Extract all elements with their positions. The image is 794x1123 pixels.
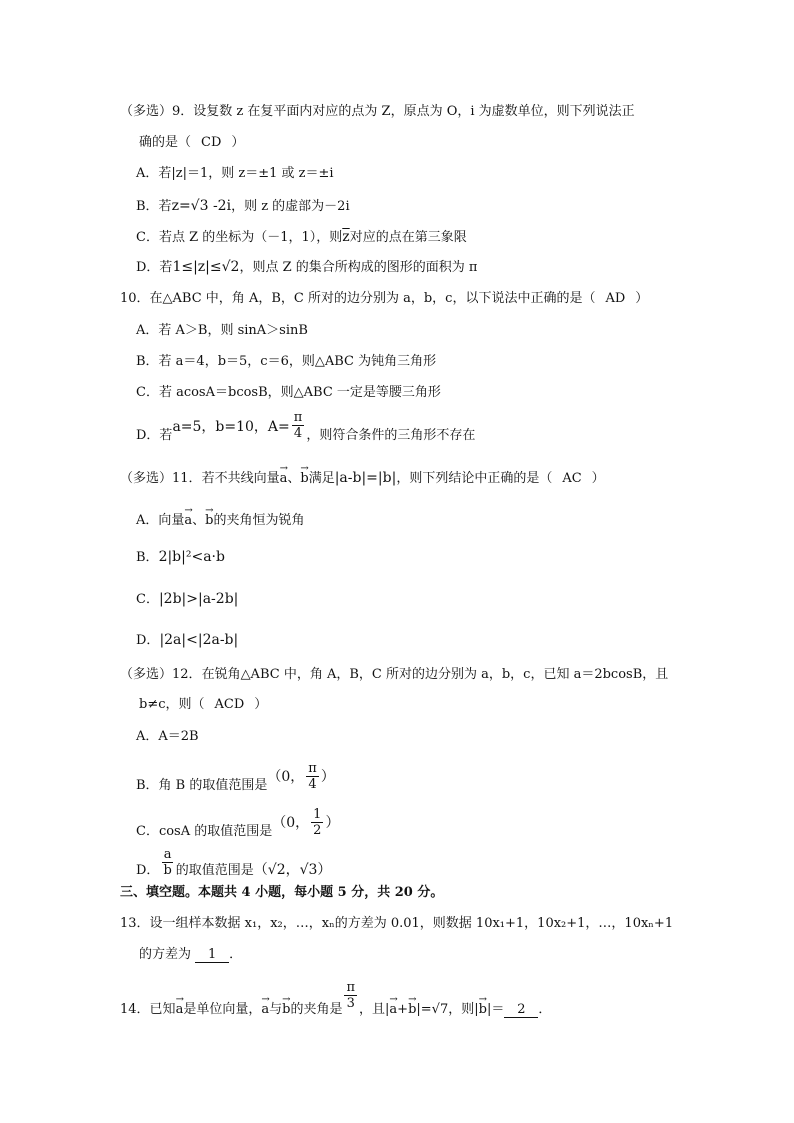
q11-option-a-post: 的夹角恒为锐角 xyxy=(213,513,305,528)
q12-option-c-frac xyxy=(311,807,323,838)
q10-stem xyxy=(120,290,648,308)
q14-answer-blank: 2 xyxy=(504,1003,538,1018)
q14-vector-a: → a xyxy=(176,997,184,1017)
q13-number: 13． xyxy=(120,916,150,931)
q14-vector-a-3: → a xyxy=(389,997,397,1017)
q11-option-a-vec-a: → a xyxy=(184,508,192,528)
q14-pre: 已知 xyxy=(149,1002,176,1017)
q9-stem xyxy=(120,103,635,121)
q10-close: ） xyxy=(635,291,649,306)
q11-option-a-sep: 、 xyxy=(192,513,206,528)
q14-frac-num: π xyxy=(346,980,356,995)
q11-stem-mid: 满足 xyxy=(308,471,335,486)
q10-frac-den: 4 xyxy=(293,426,303,441)
q9-option-c xyxy=(136,228,467,247)
q11-option-d xyxy=(136,631,238,650)
q12-answer: ACD xyxy=(214,697,245,712)
q14-frac xyxy=(344,980,357,1011)
q10-number: 10． xyxy=(120,291,150,306)
q11-sep: 、 xyxy=(287,471,301,486)
q9-option-c-pre: C．若点 Z 的坐标为（－1，1），则 xyxy=(136,230,343,245)
q13-end: ． xyxy=(229,947,243,962)
q10-option-d-frac xyxy=(292,410,305,441)
q12-option-d-mid: 的取值范围是 xyxy=(175,863,254,878)
q9-option-b-pre: B．若 xyxy=(136,199,172,214)
q14-mid2: 与 xyxy=(269,1002,283,1017)
q10-option-d xyxy=(136,410,476,451)
q12-option-b-frac xyxy=(306,761,319,792)
q11-stem-post: ，则下列结论中正确的是（ xyxy=(396,471,553,486)
q11-option-d-pre: D． xyxy=(136,633,160,648)
q10-option-d-pre: D．若 xyxy=(136,428,173,443)
q12-option-d xyxy=(136,847,332,886)
q12-option-c xyxy=(136,807,340,847)
q10-option-d-post: ，则符合条件的三角形不存在 xyxy=(306,428,476,443)
q11-condition: |a-b|=|b| xyxy=(334,470,397,486)
q11-option-c xyxy=(136,590,238,609)
q12-option-b xyxy=(136,761,335,801)
q9-option-b-post: ，则 z 的虚部为－2i xyxy=(231,199,350,214)
q14-number: 14． xyxy=(120,1002,150,1017)
q13-stem-cont xyxy=(139,946,242,964)
q14-stem: 14．已知→ a是单位向量，→ a与→ b的夹角是 $\frac{\pi}{3}$ ，且|→ a+→ b|=√7，则|→ b|＝ 2 ． xyxy=(120,994,551,1025)
q12-c-num: 1 xyxy=(313,807,322,822)
q13-stem xyxy=(120,915,673,933)
q12-stem-cont xyxy=(139,696,267,714)
q11-stem-pre: 若不共线向量 xyxy=(201,471,280,486)
q12-number: 12． xyxy=(172,667,202,682)
q11-option-a-vec-b: → b xyxy=(205,508,213,528)
q10-option-d-math: a=5，b=10，A= xyxy=(172,419,290,435)
q14-mid1: 是单位向量， xyxy=(183,1002,262,1017)
q11-option-a xyxy=(136,508,305,530)
q9-option-d xyxy=(136,258,477,277)
q9-option-b-math: z=√3 -2i xyxy=(171,198,232,214)
q10-answer: AD xyxy=(605,291,626,306)
q9-close: ） xyxy=(231,135,245,150)
q9-option-c-post: 对应的点在第三象限 xyxy=(349,230,467,245)
q12-option-b-close: ） xyxy=(320,769,335,785)
q9-number: 9． xyxy=(172,104,194,119)
q12-option-d-math: （√2，√3） xyxy=(253,862,332,878)
q12-option-c-close: ） xyxy=(325,815,340,831)
q9-option-b xyxy=(136,197,350,216)
q9-option-d-pre: D．若 xyxy=(136,260,173,275)
q9-option-d-post: ，则点 Z 的集合所构成的图形的面积为 π xyxy=(239,260,478,275)
q11-option-b-math: 2|b|²<a·b xyxy=(158,549,225,565)
q12-d-num: a xyxy=(163,847,172,862)
q14-vector-a-2: → a xyxy=(261,997,269,1017)
q12-option-d-pre: D． xyxy=(136,863,160,878)
q13-answer-blank: 1 xyxy=(195,948,229,963)
section-3-title: 三、填空题。本题共 4 小题，每小题 5 分，共 20 分。 xyxy=(120,885,444,900)
q12-stem-text: 在锐角△ABC 中，角 A，B，C 所对的边分别为 a，b，c，已知 a＝2bcosB，且 xyxy=(201,667,669,682)
q14-vector-b-2: → b xyxy=(408,997,416,1017)
q12-c-den: 2 xyxy=(313,823,322,838)
q11-option-c-math: |2b|>|a-2b| xyxy=(158,591,239,607)
q9-option-a: A．若|z|＝1，则 z＝±1 或 z＝±i xyxy=(136,166,334,181)
q11-option-b-pre: B． xyxy=(136,550,159,565)
q13-stem-cont-text: 的方差为 xyxy=(139,947,192,962)
q9-answer: CD xyxy=(201,135,222,150)
q11-vector-b: → b xyxy=(300,466,308,486)
q12-d-den: b xyxy=(163,863,172,878)
q12-option-c-pre: C．cosA 的取值范围是 xyxy=(136,824,273,839)
q14-frac-den: 3 xyxy=(346,996,355,1011)
q13-stem-text: 设一组样本数据 x₁，x₂，…，xₙ的方差为 0.01，则数据 10x₁+1，10x₂+1，…，10xₙ+1 xyxy=(149,916,674,931)
q12-option-b-pre: B．角 B 的取值范围是 xyxy=(136,778,268,793)
q14-mid5: |=√7，则| xyxy=(416,1002,479,1017)
q11-answer: AC xyxy=(562,471,582,486)
q9-stem-text: 设复数 z 在复平面内对应的点为 Z，原点为 O，i 为虚数单位，则下列说法正 xyxy=(193,104,635,119)
q11-number: 11． xyxy=(172,471,202,486)
q10-option-c: C．若 acosA＝bcosB，则△ABC 一定是等腰三角形 xyxy=(136,385,441,400)
q9-prefix: （多选） xyxy=(120,104,173,119)
q11-close: ） xyxy=(591,471,605,486)
q14-mid4: ，且| xyxy=(359,1002,390,1017)
q10-frac-num: π xyxy=(293,410,303,425)
q12-b-num: π xyxy=(308,761,317,776)
q10-option-b: B．若 a＝4，b＝5，c＝6，则△ABC 为钝角三角形 xyxy=(136,354,437,369)
q9-stem-cont xyxy=(139,134,244,152)
q12-prefix: （多选） xyxy=(120,667,173,682)
q9-option-c-math: $\overline{z}$ xyxy=(342,229,350,245)
q12-stem-cont-text: b≠c，则（ xyxy=(139,697,205,712)
q12-b-den: 4 xyxy=(308,777,317,792)
q11-option-c-pre: C． xyxy=(136,592,159,607)
q12-option-b-open: （0， xyxy=(267,769,305,785)
q12-close: ） xyxy=(254,697,268,712)
q12-stem xyxy=(120,666,668,684)
q11-option-d-math: |2a|<|2a-b| xyxy=(159,632,239,648)
q9-option-d-math: 1≤|z|≤√2 xyxy=(172,259,240,275)
q9-stem-cont-text: 确的是（ xyxy=(139,135,192,150)
q11-vector-a: → a xyxy=(280,466,288,486)
q11-prefix: （多选） xyxy=(120,471,173,486)
q11-stem xyxy=(120,466,605,488)
q14-vector-b-3: → b xyxy=(479,997,487,1017)
q14-end: ． xyxy=(538,1002,552,1017)
q12-option-a: A．A＝2B xyxy=(136,729,199,744)
q14-mid3: 的夹角是 xyxy=(290,1002,343,1017)
q11-option-b xyxy=(136,548,225,567)
q11-option-a-pre: A．向量 xyxy=(136,513,185,528)
q10-option-a: A．若 A＞B，则 sinA＞sinB xyxy=(136,323,308,338)
q12-option-d-frac xyxy=(161,847,173,878)
q14-mid6: |＝ xyxy=(486,1002,505,1017)
q12-option-c-open: （0， xyxy=(272,815,310,831)
q10-stem-text: 在△ABC 中，角 A，B，C 所对的边分别为 a，b，c，以下说法中正确的是（ xyxy=(149,291,596,306)
q14-vector-b: → b xyxy=(282,997,290,1017)
